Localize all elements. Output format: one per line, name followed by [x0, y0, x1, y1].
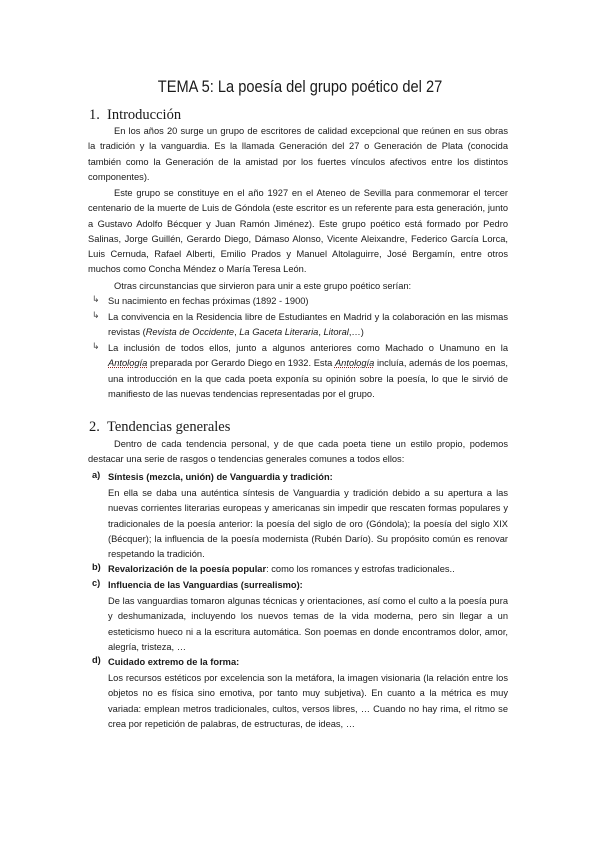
bullet-arrow-icon: ↳	[92, 310, 100, 320]
list-item-heading: Influencia de las Vanguardias (surrealismo):	[108, 580, 303, 590]
bullet-text: ,…)	[348, 327, 364, 338]
section-title: Introducción	[107, 107, 182, 123]
section-number: 1.	[89, 107, 100, 123]
magazine-title: Litoral	[323, 327, 349, 338]
list-item-heading-bold: Revalorización de la poesía popular	[108, 564, 267, 574]
list-letter: c)	[92, 578, 101, 588]
section-heading-introduccion	[89, 106, 181, 124]
magazine-title: La Gaceta Literaria	[239, 327, 319, 338]
paragraph: Otras circunstancias que sirvieron para unir a este grupo poético serían:	[114, 281, 412, 291]
bullet-item	[108, 341, 508, 402]
paragraph: Dentro de cada tendencia personal, y de que cada poeta tiene un estilo propio, podemos destacar una serie de rasgos o tendencias generales comunes a todos ellos:	[88, 439, 508, 465]
bullet-text: preparada por Gerardo Diego en 1932. Esta	[147, 358, 335, 369]
paragraph: Este grupo se constituye en el año 1927 en el Ateneo de Sevilla para conmemorar el tercer centenario de la muerte de Luis de Góndola (este escritor es un referente para esta generación, junto a Gustavo Adolfo Bécquer y Juan Ramón Jiménez). Este grupo poético está formado por Pedro Salinas, Jorge Guillén, Gerardo Diego, Dámaso Alonso, Vicente Aleixandre, Federico García Lorca, Luis Cernuda, Rafael Alberti, Emilio Prados y Manuel Altolaguirre, José Bergamín, entre otros muchos como Concha Méndez o María Teresa León.	[88, 188, 508, 275]
list-item-heading	[108, 562, 508, 577]
list-item-body: Los recursos estéticos por excelencia son la metáfora, la imagen visionaria (la relación entre los objetos no es física sino emotiva, por tanto muy subjetiva). En cuanto a la métrica es muy variada: emplean metros tradicionales, cultos, versos libres, … Cuando no hay rima, el ritmo se crea por repetición de palabras, de estructuras, de ideas, …	[108, 673, 508, 729]
book-title: Antología	[334, 358, 375, 369]
magazine-title: Revista de Occidente	[145, 327, 235, 338]
separator: ,	[234, 327, 240, 338]
list-letter: a)	[92, 470, 101, 480]
paragraph: En los años 20 surge un grupo de escritores de calidad excepcional que reúnen en sus obras la tradición y la vanguardia. Es la llamada Generación del 27 o Generación de Plata (conocida también como la Generación de la amistad por los fuertes vínculos afectivos entre los distintos componentes).	[88, 126, 508, 182]
bullet-item	[108, 310, 508, 341]
list-letter: b)	[92, 562, 101, 572]
list-item-heading: Síntesis (mezcla, unión) de Vanguardia y tradición:	[108, 472, 333, 482]
bullet-arrow-icon: ↳	[92, 294, 100, 304]
document-title: TEMA 5: La poesía del grupo poético del 27	[157, 77, 443, 96]
list-letter: d)	[92, 655, 101, 665]
separator: ,	[318, 327, 324, 338]
bullet-text: La convivencia en la Residencia libre de Estudiantes en Madrid y la colaboración en las mismas revistas (	[108, 312, 508, 338]
list-item-heading: Cuidado extremo de la forma:	[108, 657, 240, 667]
list-item-body: En ella se daba una auténtica síntesis de Vanguardia y tradición debido a su apertura a las nuevas corrientes literarias europeas y americanas sin impedir que rescaten formas populares y tradicionales de la poesía anterior: la poesía del siglo de oro (Góndola); la poesía del siglo XIX (Bécquer); la influencia de la poesía modernista (Rubén Darío). Su propósito común es renovar respetando la tradición.	[108, 488, 508, 560]
section-heading-tendencias	[89, 418, 230, 436]
bullet-arrow-icon: ↳	[92, 341, 100, 351]
book-title: Antología	[108, 358, 148, 369]
list-item-text: : como los romances y estrofas tradicionales..	[266, 564, 455, 574]
section-title: Tendencias generales	[107, 419, 231, 435]
bullet-text: La inclusión de todos ellos, junto a algunos anteriores como Machado o Unamuno en la	[108, 343, 508, 353]
list-item-body: De las vanguardias tomaron algunas técnicas y orientaciones, así como el culto a la poesía pura y deshumanizada, incluyendo los nuevos temas de la vida moderna, pero sin llegar a un esteticismo hueco ni a la escritura automática. Son poemas en donde encontramos dolor, amor, alegría, tristeza, …	[108, 596, 508, 652]
bullet-item: Su nacimiento en fechas próximas (1892 - 1900)	[108, 296, 309, 306]
bullet-text: incluía, además de los poemas, una introducción en la que cada poeta exponía su opinión sobre la poesía, lo que le sirvió de manifiesto de las nuevas tendencias representadas por el grupo.	[108, 358, 508, 399]
section-number: 2.	[89, 419, 100, 435]
